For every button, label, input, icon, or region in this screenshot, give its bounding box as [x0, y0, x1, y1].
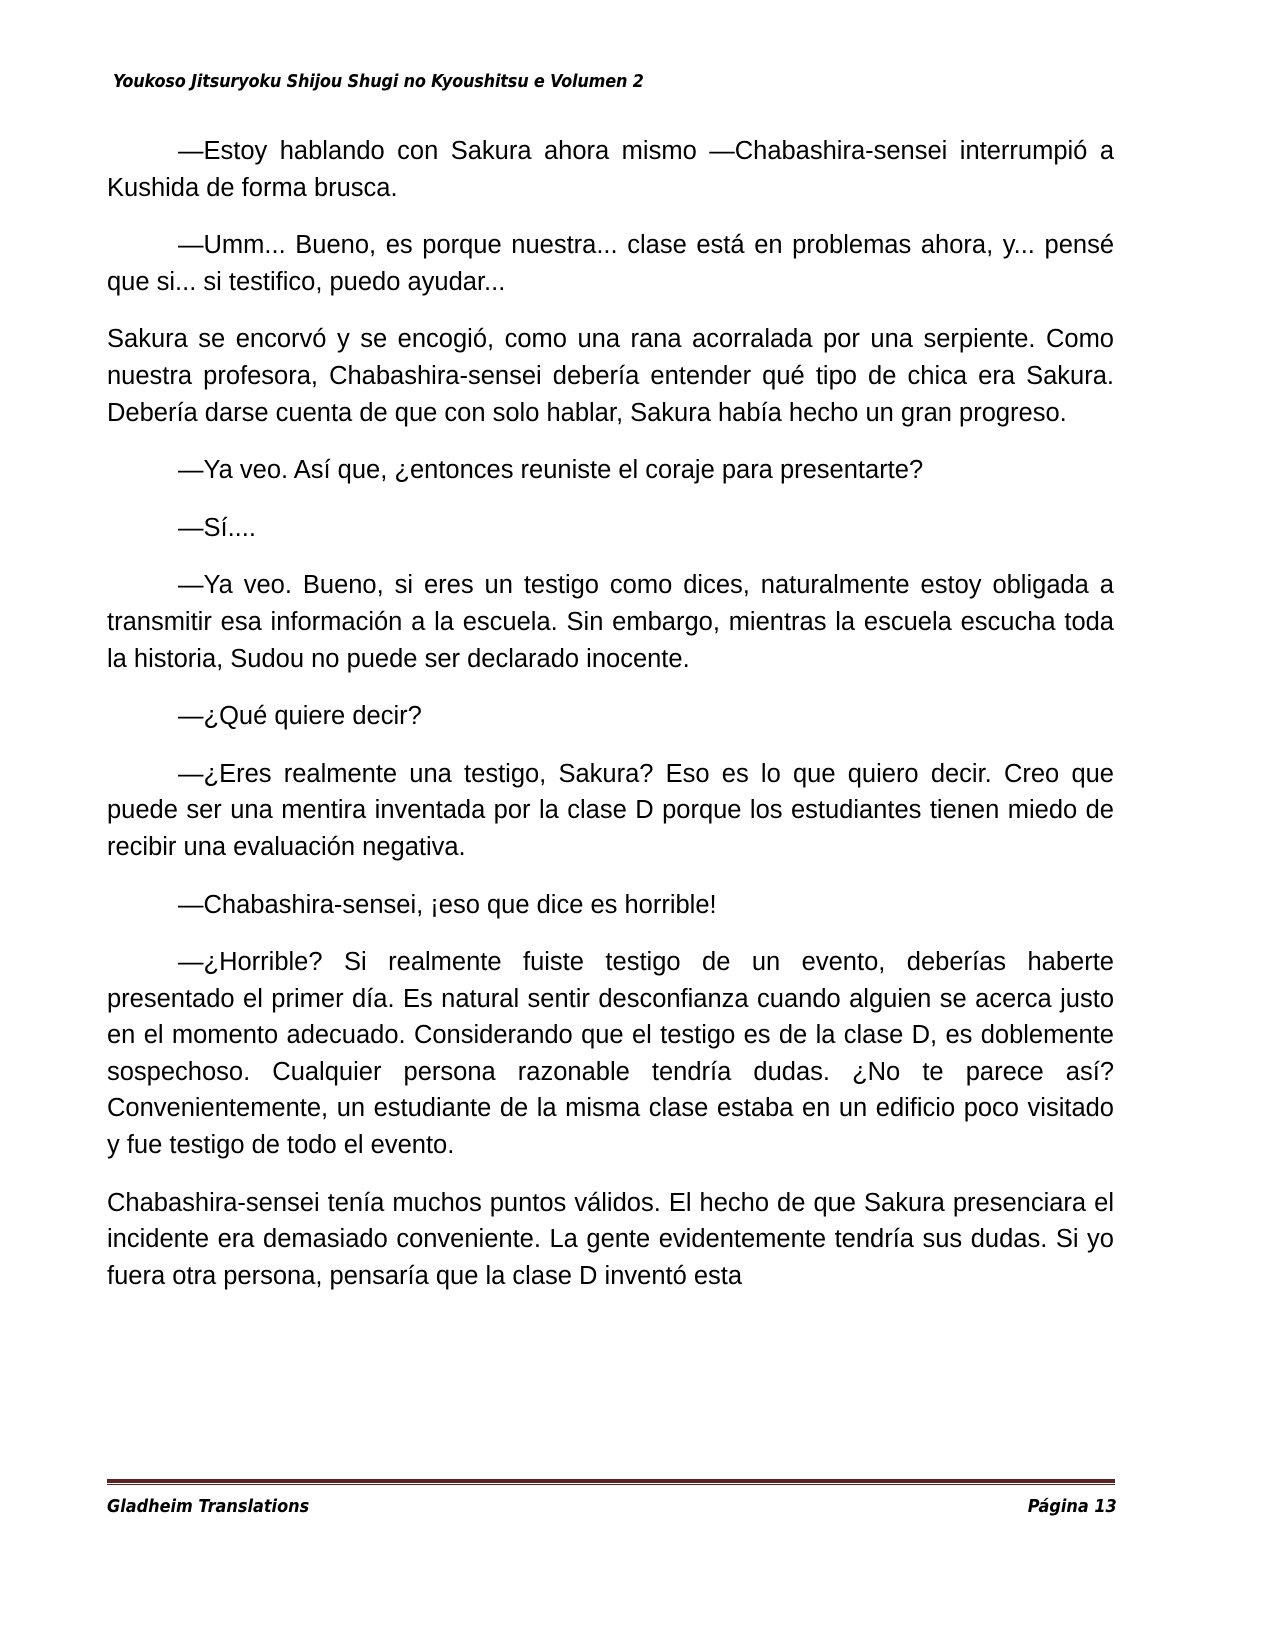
page-footer: [107, 1497, 1117, 1517]
paragraph: —¿Qué quiere decir?: [178, 702, 422, 731]
paragraph: —Ya veo. Así que, ¿entonces reuniste el coraje para presentarte?: [178, 456, 924, 485]
footer-divider-thin-line: [107, 1484, 1115, 1485]
page-header: [113, 72, 1163, 92]
paragraph: —¿Eres realmente una testigo, Sakura? Eso es lo que quiero decir. Creo que puede ser una mentira inventada por la clase D porque los estudiantes tienen miedo de recibir una evaluación negativa.: [107, 759, 1114, 861]
page-number: Página 13: [1027, 1497, 1117, 1517]
paragraph: —Umm... Bueno, es porque nuestra... clase está en problemas ahora, y... pensé que si... si testifico, puedo ayudar...: [107, 231, 1114, 296]
paragraph: —¿Horrible? Si realmente fuiste testigo de un evento, deberías haberte presentado el primer día. Es natural sentir desconfianza cuando alguien se acerca justo en el momento adecuado. Considerando que el testigo es de la clase D, es doblemente sospechoso. Cualquier persona razonable tendría dudas. ¿No te parece así? Convenientemente, un estudiante de la misma clase estaba en un edificio poco visitado y fue testigo de todo el evento.: [107, 948, 1114, 1160]
footer-divider: [107, 1479, 1115, 1485]
paragraph: —Sí....: [178, 513, 256, 542]
paragraph: —Chabashira-sensei, ¡eso que dice es horrible!: [178, 890, 717, 919]
translation-group-name: Gladheim Translations: [107, 1497, 310, 1517]
page-body: [107, 133, 1114, 1294]
book-title: Youkoso Jitsuryoku Shijou Shugi no Kyoushitsu e Volumen 2: [113, 72, 644, 92]
paragraph: —Ya veo. Bueno, si eres un testigo como dices, naturalmente estoy obligada a transmitir esa información a la escuela. Sin embargo, mientras la escuela escucha toda la historia, Sudou no puede ser declarado inocente.: [107, 571, 1114, 673]
paragraph: —Estoy hablando con Sakura ahora mismo —Chabashira-sensei interrumpió a Kushida de forma brusca.: [107, 137, 1114, 202]
paragraph: Sakura se encorvó y se encogió, como una rana acorralada por una serpiente. Como nuestra profesora, Chabashira-sensei debería entender qué tipo de chica era Sakura. Debería darse cuenta de que con solo hablar, Sakura había hecho un gran progreso.: [107, 325, 1114, 427]
paragraph: Chabashira-sensei tenía muchos puntos válidos. El hecho de que Sakura presenciara el incidente era demasiado conveniente. La gente evidentemente tendría sus dudas. Si yo fuera otra persona, pensaría que la clase D inventó esta: [107, 1188, 1114, 1290]
